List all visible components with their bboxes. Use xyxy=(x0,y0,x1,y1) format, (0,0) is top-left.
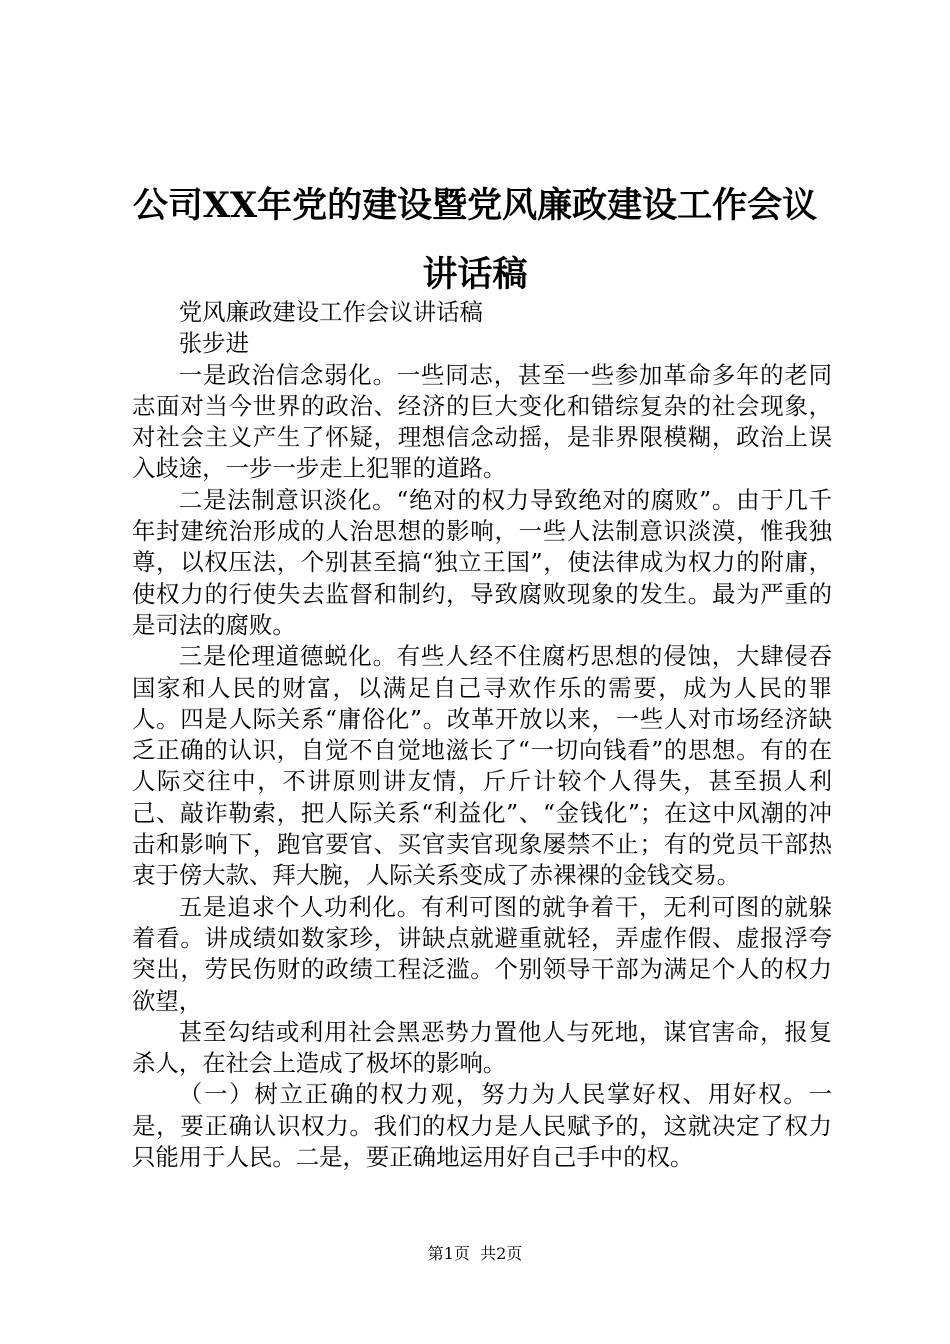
document-title-line-2: 讲话稿 xyxy=(422,254,528,295)
paragraph: 五是追求个人功利化。有利可图的就争着干，无利可图的就躲着看。讲成绩如数家珍，讲缺点就避重就轻，弄虚作假、虚报浮夸突出，劳民伤财的政绩工程泛滥。个别领导干部为满足个人的权力欲望， xyxy=(132,892,832,1015)
page-number-footer: 第1页 共2页 xyxy=(427,1244,523,1263)
document-title-line-1: 公司XX年党的建设暨党风廉政建设工作会议 xyxy=(132,185,818,226)
paragraph: 一是政治信念弱化。一些同志，甚至一些参加革命多年的老同志面对当今世界的政治、经济的巨大变化和错综复杂的社会现象，对社会主义产生了怀疑，理想信念动摇，是非界限模糊，政治上误入歧途，一步一步走上犯罪的道路。 xyxy=(132,360,832,483)
paragraph: 二是法制意识淡化。“绝对的权力导致绝对的腐败”。由于几千年封建统治形成的人治思想的影响，一些人法制意识淡漠，惟我独尊，以权压法，个别甚至搞“独立王国”，使法律成为权力的附庸，使权力的行使失去监督和制约，导致腐败现象的发生。最为严重的是司法的腐败。 xyxy=(132,485,832,639)
paragraph-subtitle: 党风廉政建设工作会议讲话稿 xyxy=(178,298,483,326)
paragraph: （一）树立正确的权力观，努力为人民掌好权、用好权。一是，要正确认识权力。我们的权力是人民赋予的，这就决定了权力只能用于人民。二是，要正确地运用好自己手中的权。 xyxy=(132,1080,832,1172)
paragraph: 甚至勾结或利用社会黑恶势力置他人与死地，谋官害命，报复杀人，在社会上造成了极坏的影响。 xyxy=(132,1017,832,1078)
paragraph-author: 张步进 xyxy=(178,329,249,358)
paragraph: 三是伦理道德蜕化。有些人经不住腐朽思想的侵蚀，大肆侵吞国家和人民的财富，以满足自己寻欢作乐的需要，成为人民的罪人。四是人际关系“庸俗化”。改革开放以来，一些人对市场经济缺乏正确的认识，自觉不自觉地滋长了“一切向钱看”的思想。有的在人际交往中，不讲原则讲友情，斤斤计较个人得失，甚至损人利己、敲诈勒索，把人际关系“利益化”、“金钱化”；在这中风潮的冲击和影响下，跑官要官、买官卖官现象屡禁不止；有的党员干部热衷于傍大款、拜大腕，人际关系变成了赤裸裸的金钱交易。 xyxy=(132,642,832,890)
document-body xyxy=(132,297,832,1173)
